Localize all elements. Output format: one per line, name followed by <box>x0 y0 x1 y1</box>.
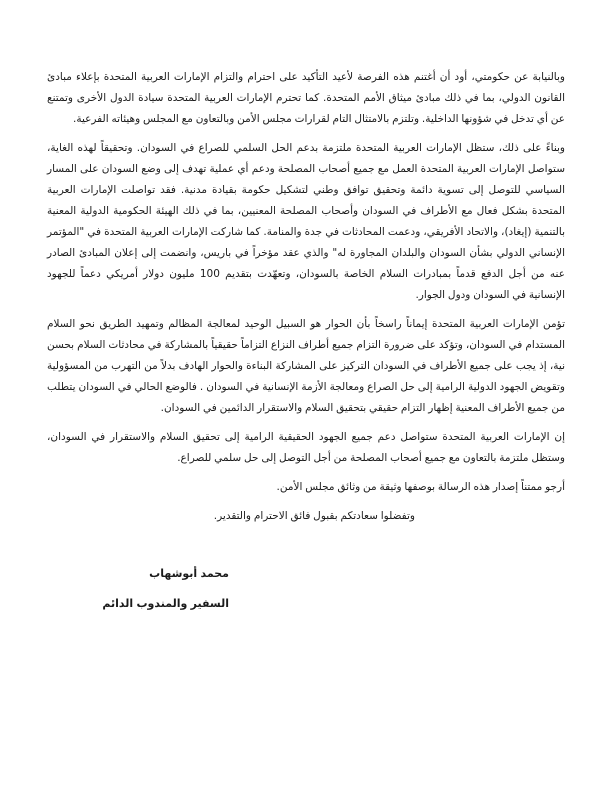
letter-paragraph-4: إن الإمارات العربية المتحدة ستواصل دعم جميع الجهود الحقيقية الرامية إلى تحقيق السلام والاستقرار في السودان، وستظل ملتزمة بالتعاون مع جميع أصحاب المصلحة من أجل التوصل إلى حل سلمي للصراع. <box>47 431 565 464</box>
request-line: أرجو ممتناً إصدار هذه الرسالة بوصفها وثيقة من وثائق مجلس الأمن. <box>276 481 565 493</box>
letter-body <box>47 67 565 619</box>
signature-block <box>47 559 229 619</box>
signatory-title: السفير والمندوب الدائم <box>102 597 229 610</box>
letter-paragraph-2: وبناءً على ذلك، ستظل الإمارات العربية المتحدة ملتزمة بدعم الحل السلمي للصراع في السودان. وتحقيقاً لهذه الغاية، ستواصل الإمارات العربية المتحدة العمل مع جميع أصحاب المصلحة ودعم أي عملية تهدف إلى وضع السودان على المسار السياسي للتوصل إلى تسوية دائمة وتحقيق توافق وطني لتشكيل حكومة بقيادة مدنية. فقد تواصلت الإمارات العربية المتحدة بشكل فعال مع الأطراف في السودان وأصحاب المصلحة المعنيين، بما في ذلك الهيئة الحكومية الدولية المعنية بالتنمية (إيغاد)، والاتحاد الأفريقي، ودعمت المحادثات في جدة والمنامة. كما شاركت الإمارات العربية المتحدة في "المؤتمر الإنساني الدولي بشأن السودان والبلدان المجاورة له" والذي عقد مؤخراً في باريس، وانضمت إلى إعلان المبادئ الصادر عنه من أجل الدفع قدماً بمبادرات السلام الخاصة بالسودان، وتعهّدت بتقديم 100 مليون دولار أمريكي دعماً للجهود الإنسانية في السودان ودول الجوار. <box>47 142 565 301</box>
letter-paragraph-3: تؤمن الإمارات العربية المتحدة إيماناً راسخاً بأن الحوار هو السبيل الوحيد لمعالجة المظالم وتمهيد الطريق نحو السلام المستدام في السودان، وتؤكد على ضرورة التزام جميع أطراف النزاع التزاماً حقيقياً بالمشاركة في محادثات السلام بحسن نية، إذ يجب على جميع الأطراف في السودان التركيز على المشاركة البناءة والحوار الهادف بدلاً من التهرب من المسؤولية وتقويض الجهود الدولية الرامية إلى حل الصراع ومعالجة الأزمة الإنسانية في السودان . فالوضع الحالي في السودان يتطلب من جميع الأطراف المعنية إظهار التزام حقيقي بتحقيق السلام والاستقرار الدائمين في السودان. <box>47 318 565 414</box>
signatory-name: محمد أبوشهاب <box>149 567 229 580</box>
complimentary-close: وتفضلوا سعادتكم بقبول فائق الاحترام والتقدير. <box>213 510 415 522</box>
letter-paragraph-1: وبالنيابة عن حكومتي، أود أن أغتنم هذه الفرصة لأعيد التأكيد على احترام والتزام الإمارات العربية المتحدة بإعلاء مبادئ القانون الدولي، بما في ذلك مبادئ ميثاق الأمم المتحدة. كما تحترم الإمارات العربية المتحدة سيادة الدول الأخرى وتمتنع عن أي تدخل في شؤونها الداخلية. وتلتزم بالامتثال التام لقرارات مجلس الأمن وبالتعاون مع المجلس وهيئاته الفرعية. <box>47 71 565 125</box>
